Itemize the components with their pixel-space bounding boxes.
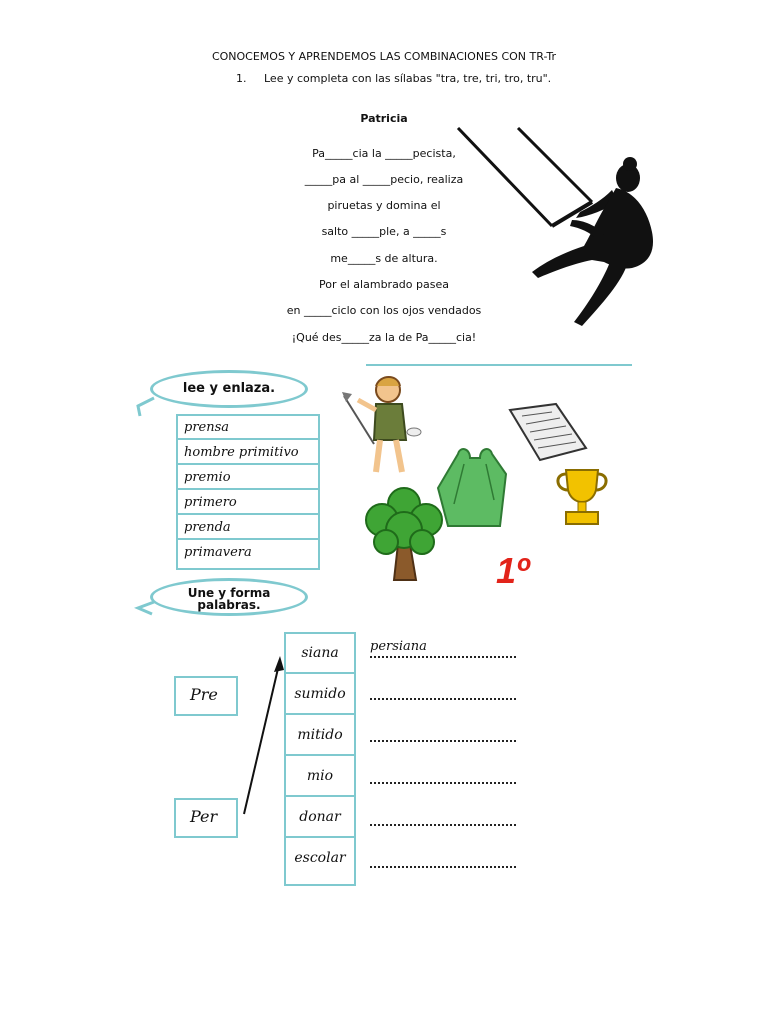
syllable-cell: siana (286, 634, 354, 674)
word-list-item: hombre primitivo (176, 441, 320, 465)
answer-line[interactable] (370, 682, 516, 700)
prefix-pre: Pre (174, 676, 238, 716)
instruction-text: Lee y completa con las sílabas "tra, tre, tri, tro, tru". (264, 72, 552, 85)
poem-line: Por el alambrado pasea (319, 278, 449, 291)
syllable-cell: donar (286, 798, 354, 838)
poem-title: Patricia (360, 112, 408, 125)
answer-line[interactable] (370, 850, 516, 868)
answer-line[interactable] (370, 766, 516, 784)
bubble-tail (134, 396, 158, 418)
answer-line[interactable]: persiana (370, 640, 516, 658)
syllable-cell: escolar (294, 850, 346, 866)
syllable-cell: mitido (286, 716, 354, 756)
syllable-cell: mio (286, 757, 354, 797)
first-place-number: 1º (496, 550, 530, 591)
answer-line[interactable] (370, 724, 516, 742)
section-divider (366, 364, 632, 366)
poem-line: piruetas y domina el (327, 199, 441, 212)
worksheet-title: CONOCEMOS Y APRENDEMOS LAS COMBINACIONES CON TR-Tr (211, 50, 557, 63)
trapeze-rope-left (458, 128, 552, 226)
bubble-tail (134, 600, 158, 616)
une-y-forma-bubble (150, 578, 308, 616)
poem-line: salto _____ple, a _____s (321, 225, 447, 238)
word-list-item: prensa (176, 416, 320, 440)
poem-line: ¡Qué des_____za la de Pa_____cia! (291, 331, 477, 344)
newspaper-picture (506, 402, 590, 464)
poem-line: _____pa al _____pecio, realiza (304, 173, 464, 186)
tree-picture (360, 484, 448, 584)
word-list-item: prenda (176, 516, 320, 540)
word-list-item: primero (176, 491, 320, 515)
trapeze-rope-right (518, 128, 592, 202)
answer-line[interactable] (370, 808, 516, 826)
poem-line: Pa_____cia la _____pecista, (312, 147, 456, 160)
poem-line: me_____s de altura. (330, 252, 438, 265)
lee-y-enlaza-bubble: lee y enlaza. (150, 370, 308, 408)
bubble-line-1: Une y forma (187, 586, 271, 600)
word-list-item: premio (176, 466, 320, 490)
trapeze-artist-illustration (452, 122, 664, 332)
bubble-line-2: palabras. (197, 598, 261, 612)
instruction-number: 1. (236, 72, 247, 85)
trophy-picture (552, 466, 612, 528)
link-arrow (240, 650, 290, 820)
word-list-item: primavera (184, 545, 252, 560)
caveman-picture (340, 374, 424, 478)
syllable-cell: sumido (286, 675, 354, 715)
acrobat-silhouette (532, 157, 653, 326)
prefix-per: Per (174, 798, 238, 838)
poem-line: en _____ciclo con los ojos vendados (286, 304, 482, 317)
